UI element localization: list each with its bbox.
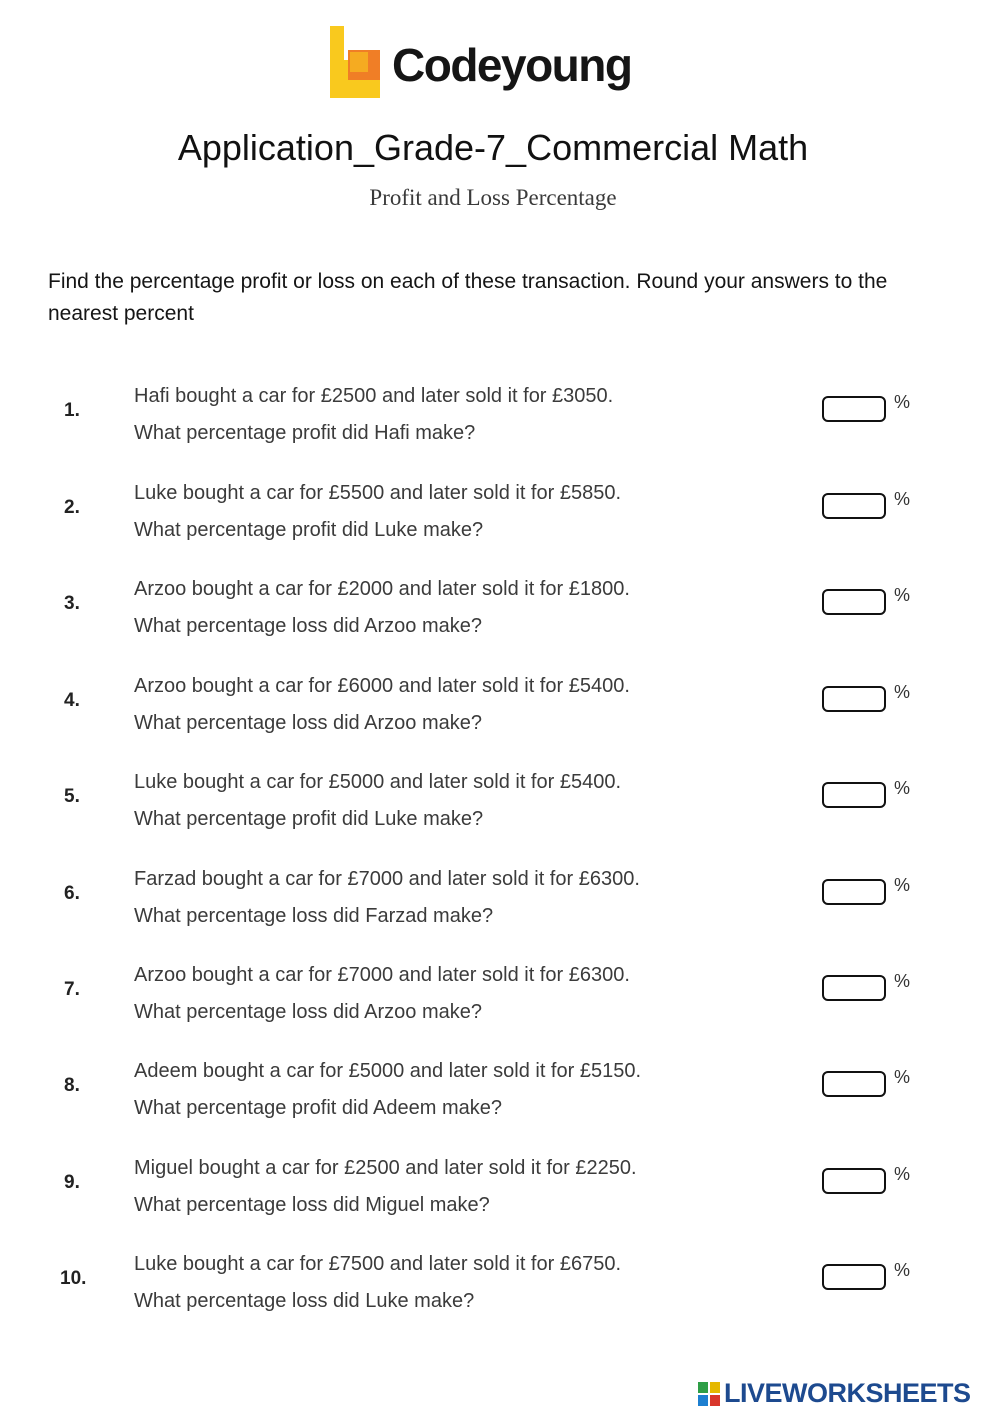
question-item [0,1053,1000,1133]
percent-sign: % [894,1067,911,1087]
question-line-1: Arzoo bought a car for £7000 and later sold it for £6300. [134,964,630,986]
brand-name: Codeyoung [392,39,632,91]
instructions-text: Find the percentage profit or loss on each of these transaction. Round your answers to the nearest percent [48,270,888,325]
question-number: 4. [64,690,80,711]
question-line-2: What percentage loss did Arzoo make? [134,712,482,734]
question-line-1: Hafi bought a car for £2500 and later sold it for £3050. [134,385,614,407]
question-line-2: What percentage loss did Arzoo make? [134,1001,482,1023]
worksheet-subtitle: Profit and Loss Percentage [369,185,617,210]
percent-sign: % [894,489,911,509]
question-item [0,571,1000,651]
question-line-2: What percentage loss did Miguel make? [134,1194,490,1216]
percent-sign: % [894,778,911,798]
question-line-2: What percentage loss did Farzad make? [134,905,494,927]
question-text [134,861,640,935]
question-item [0,1150,1000,1230]
question-line-2: What percentage profit did Hafi make? [134,422,476,444]
question-item [0,475,1000,555]
question-text [134,378,613,452]
percent-sign: % [894,1260,911,1280]
percent-sign: % [894,682,911,702]
question-number: 10. [60,1268,87,1289]
answer-input[interactable] [822,493,886,519]
liveworksheets-label: LIVEWORKSHEETS [724,1378,971,1408]
question-line-1: Miguel bought a car for £2500 and later sold it for £2250. [134,1157,637,1179]
question-line-1: Luke bought a car for £5500 and later sold it for £5850. [134,482,622,504]
answer-input[interactable] [822,686,886,712]
question-number: 8. [64,1075,80,1096]
codeyoung-logo [326,24,726,102]
question-number: 6. [64,883,80,904]
question-line-2: What percentage loss did Luke make? [134,1290,475,1312]
percent-sign: % [894,585,911,605]
liveworksheets-icon [698,1382,720,1406]
question-item [0,668,1000,748]
answer-input[interactable] [822,1071,886,1097]
question-text [134,1246,621,1320]
question-line-2: What percentage loss did Arzoo make? [134,615,482,637]
question-line-1: Luke bought a car for £7500 and later sold it for £6750. [134,1253,622,1275]
question-number: 5. [64,786,80,807]
question-line-1: Luke bought a car for £5000 and later sold it for £5400. [134,771,622,793]
percent-sign: % [894,392,911,412]
question-number: 1. [64,400,80,421]
question-line-2: What percentage profit did Adeem make? [134,1097,502,1119]
liveworksheets-logo [698,1378,998,1410]
question-number: 3. [64,593,80,614]
question-text [134,571,630,645]
percent-sign: % [894,1164,911,1184]
question-item [0,1246,1000,1326]
answer-input[interactable] [822,1264,886,1290]
question-line-1: Adeem bought a car for £5000 and later sold it for £5150. [134,1060,642,1082]
answer-input[interactable] [822,589,886,615]
worksheet-title: Application_Grade-7_Commercial Math [177,127,809,168]
question-text [134,1150,637,1224]
question-number: 7. [64,979,80,1000]
question-line-1: Farzad bought a car for £7000 and later sold it for £6300. [134,868,640,890]
question-text [134,764,621,838]
question-text [134,1053,641,1127]
question-item [0,861,1000,941]
codeyoung-logo-icon [326,24,386,100]
question-text [134,957,630,1031]
question-number: 9. [64,1172,80,1193]
percent-sign: % [894,971,911,991]
question-line-1: Arzoo bought a car for £2000 and later sold it for £1800. [134,578,630,600]
answer-input[interactable] [822,975,886,1001]
question-item [0,764,1000,844]
answer-input[interactable] [822,396,886,422]
answer-input[interactable] [822,782,886,808]
question-item [0,378,1000,458]
answer-input[interactable] [822,1168,886,1194]
question-line-1: Arzoo bought a car for £6000 and later sold it for £5400. [134,675,630,697]
question-text [134,668,630,742]
question-number: 2. [64,497,80,518]
question-item [0,957,1000,1037]
question-line-2: What percentage profit did Luke make? [134,519,484,541]
question-text [134,475,621,549]
percent-sign: % [894,875,911,895]
answer-input[interactable] [822,879,886,905]
question-line-2: What percentage profit did Luke make? [134,808,484,830]
